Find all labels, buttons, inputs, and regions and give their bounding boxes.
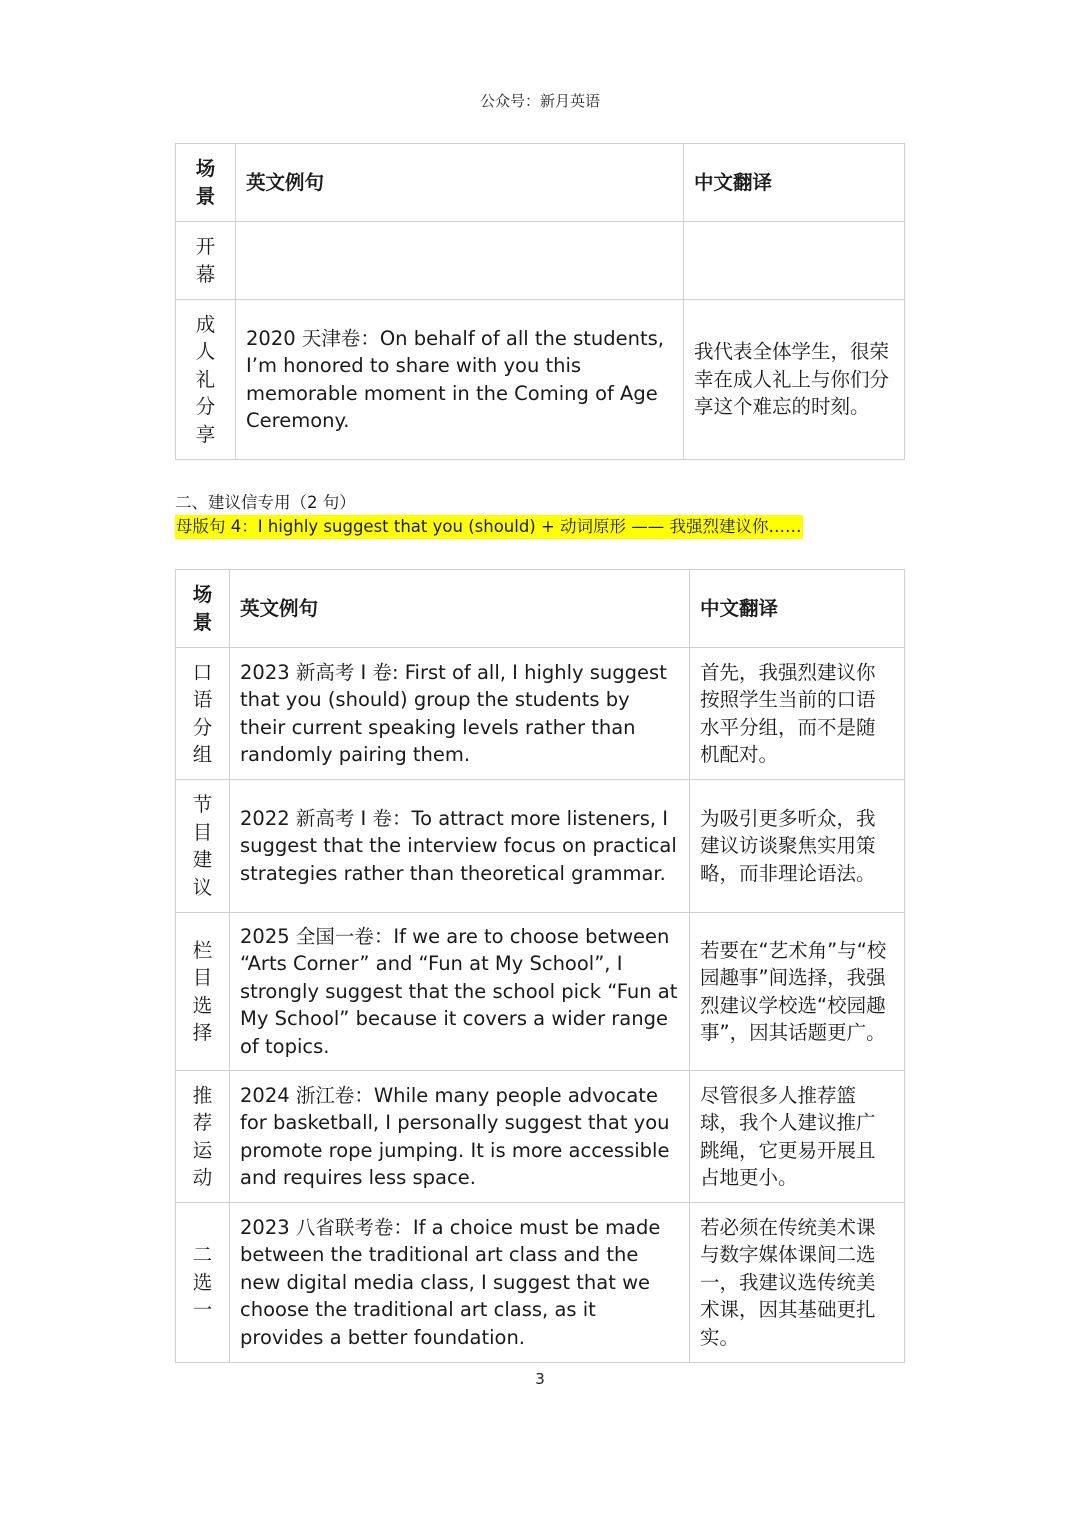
chinese-cell: 若必须在传统美术课与数字媒体课间二选一，我建议选传统美术课，因其基础更扎实。 — [690, 1203, 905, 1363]
scene-table-2 — [175, 569, 905, 1363]
chinese-cell: 我代表全体学生，很荣幸在成人礼上与你们分享这个难忘的时刻。 — [684, 300, 905, 460]
scene-cell — [176, 780, 230, 913]
section-title: 二、建议信专用（2 句） — [175, 493, 356, 512]
scene-label: 口 语 分 组 — [192, 660, 213, 766]
scene-label: 节 目 建 议 — [192, 793, 213, 899]
header-english: 英文例句 — [236, 144, 684, 222]
scene-cell — [176, 913, 230, 1071]
chinese-cell: 尽管很多人推荐篮球，我个人建议推广跳绳，它更易开展且占地更小。 — [690, 1071, 905, 1203]
table-header-row — [176, 144, 905, 222]
header-chinese: 中文翻译 — [684, 144, 905, 222]
header-chinese: 中文翻译 — [690, 570, 905, 648]
scene-cell — [176, 648, 230, 780]
header-english: 英文例句 — [230, 570, 690, 648]
table-row — [176, 648, 905, 780]
scene-cell — [176, 1071, 230, 1203]
english-cell: 2025 全国一卷：If we are to choose between “Arts Corner” and “Fun at My School”, I strongly suggest that the school pick “Fun at My School” because it covers a wider range of topics. — [230, 913, 690, 1071]
highlighted-formula: 母版句 4：I highly suggest that you (should) + 动词原形 —— 我强烈建议你…… — [175, 515, 803, 539]
scene-table-1 — [175, 143, 905, 460]
table-row — [176, 1071, 905, 1203]
chinese-cell: 为吸引更多听众，我建议访谈聚焦实用策略，而非理论语法。 — [690, 780, 905, 913]
header-scene — [176, 144, 236, 222]
scene-label: 栏 目 选 择 — [192, 938, 213, 1044]
chinese-cell: 首先，我强烈建议你按照学生当前的口语水平分组，而不是随机配对。 — [690, 648, 905, 780]
scene-label: 开 幕 — [195, 235, 216, 286]
scene-label: 二 选 一 — [192, 1243, 213, 1322]
table-row — [176, 780, 905, 913]
scene-cell — [176, 222, 236, 300]
scene-label: 推 荐 运 动 — [192, 1083, 213, 1189]
english-cell: 2023 新高考 Ⅰ 卷: First of all, I highly suggest that you (should) group the students by their current speaking levels rather than randomly pairing them. — [230, 648, 690, 780]
header-scene-text: 场 景 — [195, 157, 216, 208]
english-cell — [236, 222, 684, 300]
chinese-cell — [684, 222, 905, 300]
scene-cell — [176, 1203, 230, 1363]
english-cell: 2024 浙江卷：While many people advocate for basketball, I personally suggest that you promote rope jumping. It is more accessible and requires less space. — [230, 1071, 690, 1203]
scene-label: 成 人 礼 分 享 — [195, 312, 216, 446]
table-row — [176, 1203, 905, 1363]
page-header: 公众号：新月英语 — [479, 92, 600, 110]
header-scene — [176, 570, 230, 648]
table-header-row — [176, 570, 905, 648]
header-scene-text: 场 景 — [192, 583, 213, 634]
english-cell: 2022 新高考 Ⅰ 卷：To attract more listeners, I suggest that the interview focus on practical strategies rather than theoretical grammar. — [230, 780, 690, 913]
table-row — [176, 913, 905, 1071]
chinese-cell: 若要在“艺术角”与“校园趣事”间选择，我强烈建议学校选“校园趣事”，因其话题更广。 — [690, 913, 905, 1071]
english-cell: 2020 天津卷：On behalf of all the students, I’m honored to share with you this memorable moment in the Coming of Age Ceremony. — [236, 300, 684, 460]
scene-cell — [176, 300, 236, 460]
table-row — [176, 222, 905, 300]
english-cell: 2023 八省联考卷：If a choice must be made between the traditional art class and the new digital media class, I suggest that we choose the traditional art class, as it provides a better foundation. — [230, 1203, 690, 1363]
table-row — [176, 300, 905, 460]
page-number: 3 — [535, 1370, 545, 1388]
